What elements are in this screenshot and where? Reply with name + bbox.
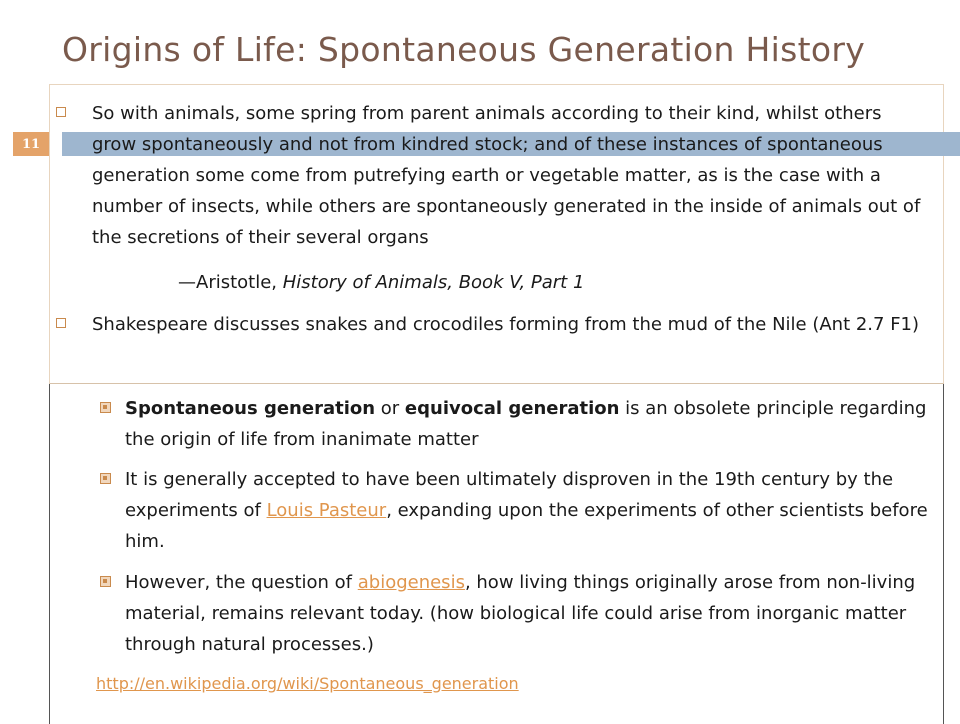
louis-pasteur-link[interactable]: Louis Pasteur xyxy=(266,500,387,521)
definition-text xyxy=(125,393,930,455)
abiogenesis-after: , how living things originally arose from non-living material, remains relevant today. (how biological life could arise from inorganic matter through natural processes.) xyxy=(125,572,916,655)
disproof-bullet xyxy=(100,464,930,557)
filled-square-bullet-icon xyxy=(100,576,111,587)
term-equivocal-generation: equivocal generation xyxy=(404,398,620,419)
disproof-after: , expanding upon the experiments of other scientists before him. xyxy=(125,500,928,552)
disproof-before: It is generally accepted to have been ultimately disproven in the 19th century by the experiments of xyxy=(125,469,894,521)
attribution-work: History of Animals, Book V, Part 1 xyxy=(282,272,585,293)
quote-text: So with animals, some spring from parent animals according to their kind, whilst others grow spontaneously and not from kindred stock; and of these instances of spontaneous generation some come from putrefying earth or vegetable matter, as is the case with a number of insects, while others are spontaneously generated in the inside of animals out of the secretions of their several organs xyxy=(92,103,921,248)
shakespeare-bullet xyxy=(56,309,926,340)
definition-bullet xyxy=(100,393,930,455)
square-bullet-icon xyxy=(56,107,66,117)
slide-title: Origins of Life: Spontaneous Generation History xyxy=(62,30,866,69)
quote-bullet xyxy=(56,98,926,253)
connector-text: or xyxy=(375,398,405,419)
quote-attribution xyxy=(178,267,584,298)
abiogenesis-bullet xyxy=(100,567,930,660)
definition-rest: is an obsolete principle regarding the origin of life from inanimate matter xyxy=(125,398,927,450)
attribution-prefix: —Aristotle, xyxy=(178,272,283,293)
disproof-text xyxy=(125,464,930,557)
term-spontaneous-generation: Spontaneous generation xyxy=(125,398,376,419)
abiogenesis-text xyxy=(125,567,930,660)
wikipedia-source-link[interactable]: http://en.wikipedia.org/wiki/Spontaneous_generation xyxy=(96,674,519,693)
abiogenesis-before: However, the question of xyxy=(125,572,358,593)
filled-square-bullet-icon xyxy=(100,402,111,413)
shakespeare-text: Shakespeare discusses snakes and crocodiles forming from the mud of the Nile (Ant 2.7 F1) xyxy=(92,314,920,335)
filled-square-bullet-icon xyxy=(100,473,111,484)
slide-number: 11 xyxy=(13,132,49,156)
abiogenesis-link[interactable]: abiogenesis xyxy=(357,572,465,593)
square-bullet-icon xyxy=(56,318,66,328)
